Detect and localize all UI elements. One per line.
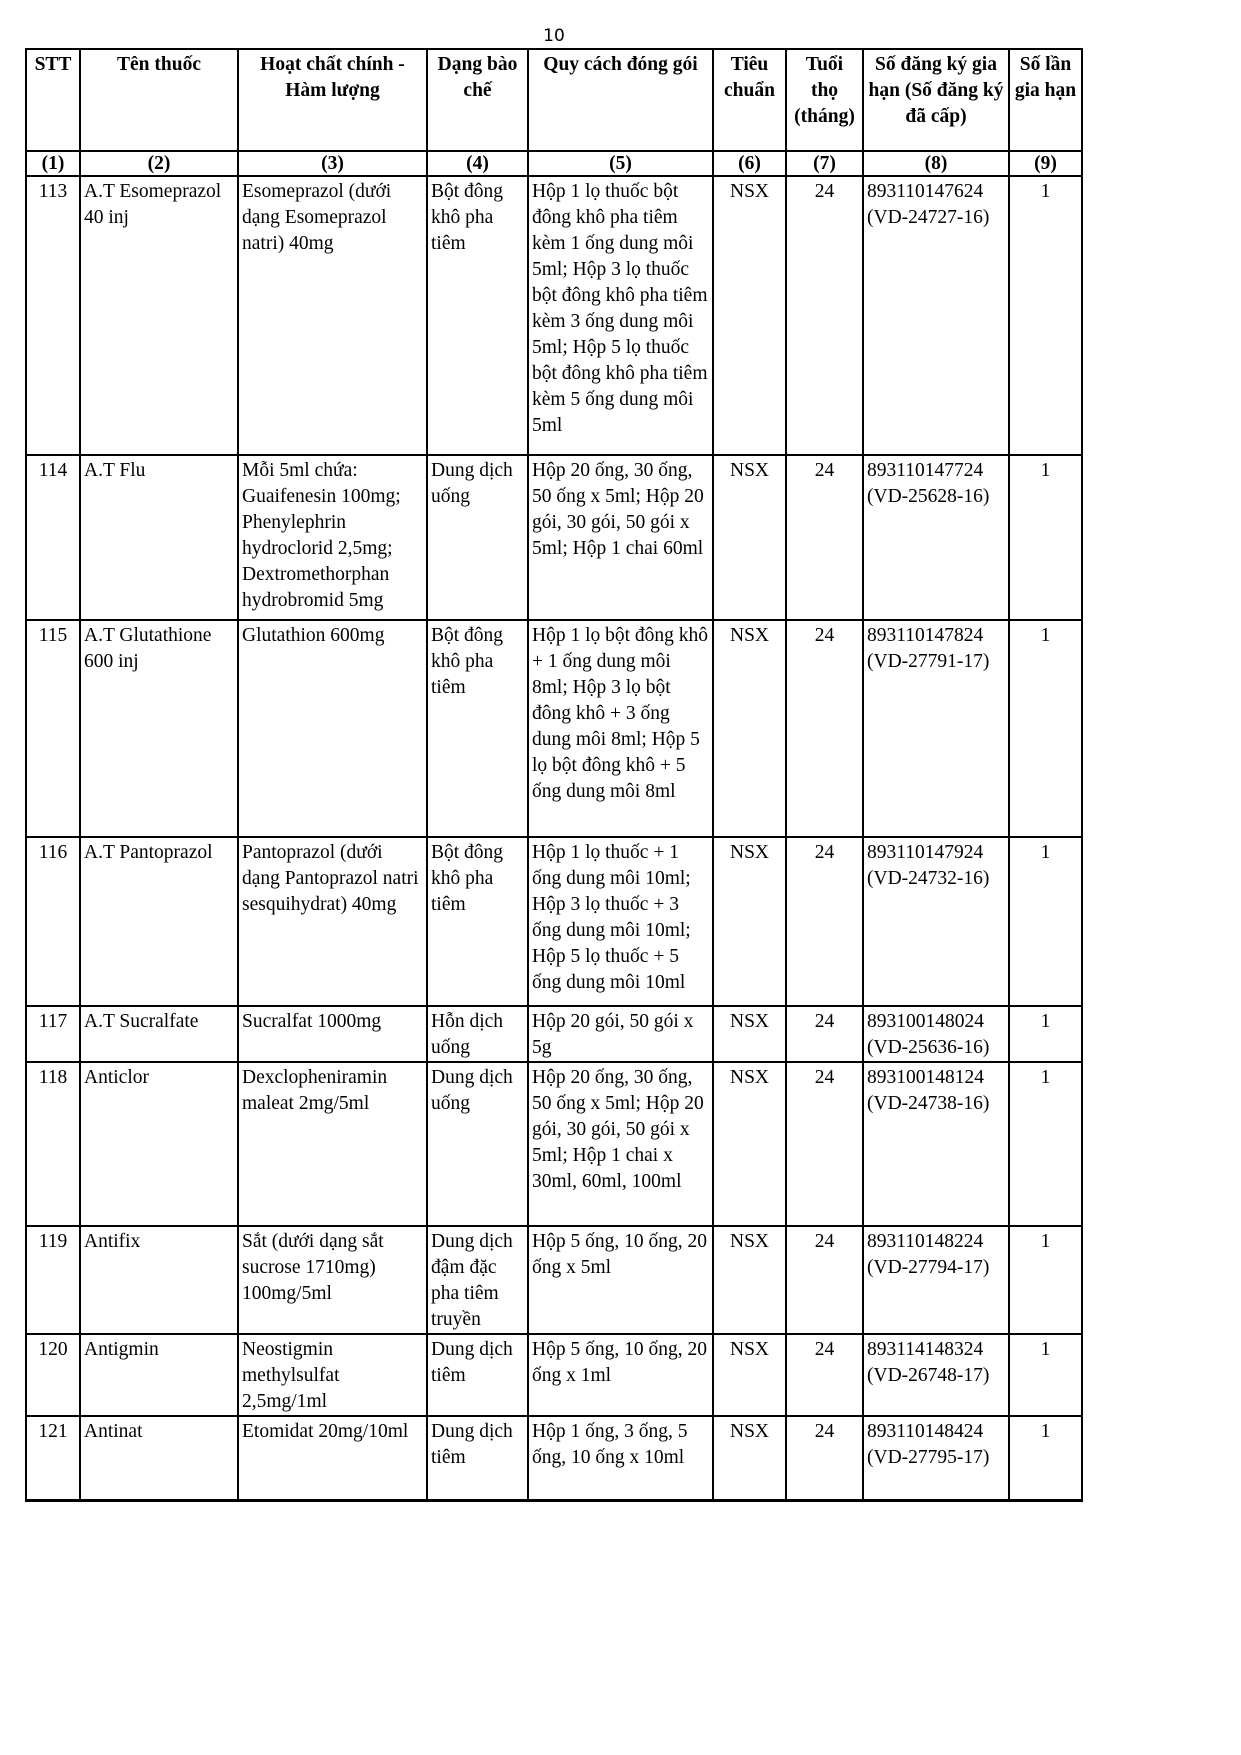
column-number-row [26,151,1082,176]
cell-renewal-count: 1 [1009,620,1082,837]
cell-active-ingredient: Pantoprazol (dưới dạng Pantoprazol natri sesquihydrat) 40mg [238,837,427,1006]
cell-drug-name: Antifix [80,1226,238,1334]
drug-registration-table [25,48,1083,1502]
cell-stt: 116 [26,837,80,1006]
cell-shelf-life: 24 [786,837,863,1006]
cell-active-ingredient: Esomeprazol (dưới dạng Esomeprazol natri) 40mg [238,176,427,455]
cell-dosage-form: Bột đông khô pha tiêm [427,176,528,455]
cell-standard: NSX [713,1226,786,1334]
cell-drug-name: Antigmin [80,1334,238,1416]
cell-registration-number: 893114148324 (VD-26748-17) [863,1334,1009,1416]
column-number: (1) [26,151,80,176]
header-active-ingredient: Hoạt chất chính - Hàm lượng [238,49,427,151]
table-row [26,837,1082,1006]
cell-drug-name: A.T Pantoprazol [80,837,238,1006]
column-number: (3) [238,151,427,176]
cell-dosage-form: Hỗn dịch uống [427,1006,528,1062]
column-number: (8) [863,151,1009,176]
header-row [26,49,1082,151]
header-drug-name: Tên thuốc [80,49,238,151]
cell-packaging: Hộp 1 lọ thuốc bột đông khô pha tiêm kèm 1 ống dung môi 5ml; Hộp 3 lọ thuốc bột đông khô pha tiêm kèm 3 ống dung môi 5ml; Hộp 5 lọ thuốc bột đông khô pha tiêm kèm 5 ống dung môi 5ml [528,176,713,455]
table-row [26,176,1082,455]
cell-standard: NSX [713,837,786,1006]
cell-drug-name: Anticlor [80,1062,238,1226]
header-standard: Tiêu chuẩn [713,49,786,151]
cell-registration-number: 893110147724 (VD-25628-16) [863,455,1009,620]
cell-shelf-life: 24 [786,1006,863,1062]
column-number: (4) [427,151,528,176]
column-number: (6) [713,151,786,176]
cell-active-ingredient: Neostigmin methylsulfat 2,5mg/1ml [238,1334,427,1416]
column-number: (7) [786,151,863,176]
cell-dosage-form: Dung dịch uống [427,1062,528,1226]
cell-renewal-count: 1 [1009,1062,1082,1226]
cell-packaging: Hộp 1 lọ bột đông khô + 1 ống dung môi 8ml; Hộp 3 lọ bột đông khô + 3 ống dung môi 8ml; Hộp 5 lọ bột đông khô + 5 ống dung môi 8ml [528,620,713,837]
cell-shelf-life: 24 [786,620,863,837]
cell-stt: 113 [26,176,80,455]
cell-drug-name: A.T Sucralfate [80,1006,238,1062]
cell-standard: NSX [713,1006,786,1062]
cell-active-ingredient: Glutathion 600mg [238,620,427,837]
cell-renewal-count: 1 [1009,1416,1082,1501]
cell-stt: 114 [26,455,80,620]
cell-standard: NSX [713,1334,786,1416]
cell-standard: NSX [713,1062,786,1226]
page-number: 10 [543,26,565,46]
table-row [26,1226,1082,1334]
cell-shelf-life: 24 [786,176,863,455]
header-renewal-count: Số lần gia hạn [1009,49,1082,151]
cell-renewal-count: 1 [1009,176,1082,455]
cell-stt: 115 [26,620,80,837]
cell-drug-name: Antinat [80,1416,238,1501]
cell-shelf-life: 24 [786,1226,863,1334]
cell-registration-number: 893100148024 (VD-25636-16) [863,1006,1009,1062]
cell-dosage-form: Bột đông khô pha tiêm [427,620,528,837]
column-number: (2) [80,151,238,176]
table-row [26,1334,1082,1416]
cell-shelf-life: 24 [786,1334,863,1416]
cell-registration-number: 893110147924 (VD-24732-16) [863,837,1009,1006]
cell-shelf-life: 24 [786,455,863,620]
table-row [26,620,1082,837]
cell-active-ingredient: Sucralfat 1000mg [238,1006,427,1062]
cell-dosage-form: Dung dịch tiêm [427,1416,528,1501]
cell-drug-name: A.T Esomeprazol 40 inj [80,176,238,455]
cell-registration-number: 893100148124 (VD-24738-16) [863,1062,1009,1226]
cell-registration-number: 893110147624 (VD-24727-16) [863,176,1009,455]
cell-renewal-count: 1 [1009,1334,1082,1416]
cell-dosage-form: Dung dịch uống [427,455,528,620]
header-packaging: Quy cách đóng gói [528,49,713,151]
cell-packaging: Hộp 5 ống, 10 ống, 20 ống x 1ml [528,1334,713,1416]
cell-shelf-life: 24 [786,1416,863,1501]
table-row [26,1416,1082,1501]
cell-registration-number: 893110148224 (VD-27794-17) [863,1226,1009,1334]
cell-packaging: Hộp 20 ống, 30 ống, 50 ống x 5ml; Hộp 20 gói, 30 gói, 50 gói x 5ml; Hộp 1 chai x 30ml, 60ml, 100ml [528,1062,713,1226]
cell-dosage-form: Bột đông khô pha tiêm [427,837,528,1006]
cell-renewal-count: 1 [1009,1006,1082,1062]
cell-packaging: Hộp 1 ống, 3 ống, 5 ống, 10 ống x 10ml [528,1416,713,1501]
cell-standard: NSX [713,455,786,620]
cell-packaging: Hộp 20 gói, 50 gói x 5g [528,1006,713,1062]
cell-packaging: Hộp 1 lọ thuốc + 1 ống dung môi 10ml; Hộp 3 lọ thuốc + 3 ống dung môi 10ml; Hộp 5 lọ thuốc + 5 ống dung môi 10ml [528,837,713,1006]
cell-active-ingredient: Mỗi 5ml chứa: Guaifenesin 100mg; Phenylephrin hydroclorid 2,5mg; Dextromethorphan hydrobromid 5mg [238,455,427,620]
cell-registration-number: 893110147824 (VD-27791-17) [863,620,1009,837]
cell-renewal-count: 1 [1009,837,1082,1006]
cell-stt: 117 [26,1006,80,1062]
cell-renewal-count: 1 [1009,455,1082,620]
cell-renewal-count: 1 [1009,1226,1082,1334]
cell-standard: NSX [713,1416,786,1501]
cell-active-ingredient: Sắt (dưới dạng sắt sucrose 1710mg) 100mg/5ml [238,1226,427,1334]
cell-active-ingredient: Dexclopheniramin maleat 2mg/5ml [238,1062,427,1226]
cell-drug-name: A.T Glutathione 600 inj [80,620,238,837]
cell-dosage-form: Dung dịch đậm đặc pha tiêm truyền [427,1226,528,1334]
cell-registration-number: 893110148424 (VD-27795-17) [863,1416,1009,1501]
table-row [26,1062,1082,1226]
cell-stt: 120 [26,1334,80,1416]
cell-standard: NSX [713,176,786,455]
column-number: (5) [528,151,713,176]
cell-packaging: Hộp 5 ống, 10 ống, 20 ống x 5ml [528,1226,713,1334]
cell-stt: 121 [26,1416,80,1501]
header-stt: STT [26,49,80,151]
cell-drug-name: A.T Flu [80,455,238,620]
cell-packaging: Hộp 20 ống, 30 ống, 50 ống x 5ml; Hộp 20 gói, 30 gói, 50 gói x 5ml; Hộp 1 chai 60ml [528,455,713,620]
cell-active-ingredient: Etomidat 20mg/10ml [238,1416,427,1501]
cell-dosage-form: Dung dịch tiêm [427,1334,528,1416]
column-number: (9) [1009,151,1082,176]
header-shelf-life: Tuổi thọ (tháng) [786,49,863,151]
cell-shelf-life: 24 [786,1062,863,1226]
table-row [26,1006,1082,1062]
table-row [26,455,1082,620]
cell-stt: 119 [26,1226,80,1334]
header-registration-number: Số đăng ký gia hạn (Số đăng ký đã cấp) [863,49,1009,151]
cell-stt: 118 [26,1062,80,1226]
cell-standard: NSX [713,620,786,837]
header-dosage-form: Dạng bào chế [427,49,528,151]
